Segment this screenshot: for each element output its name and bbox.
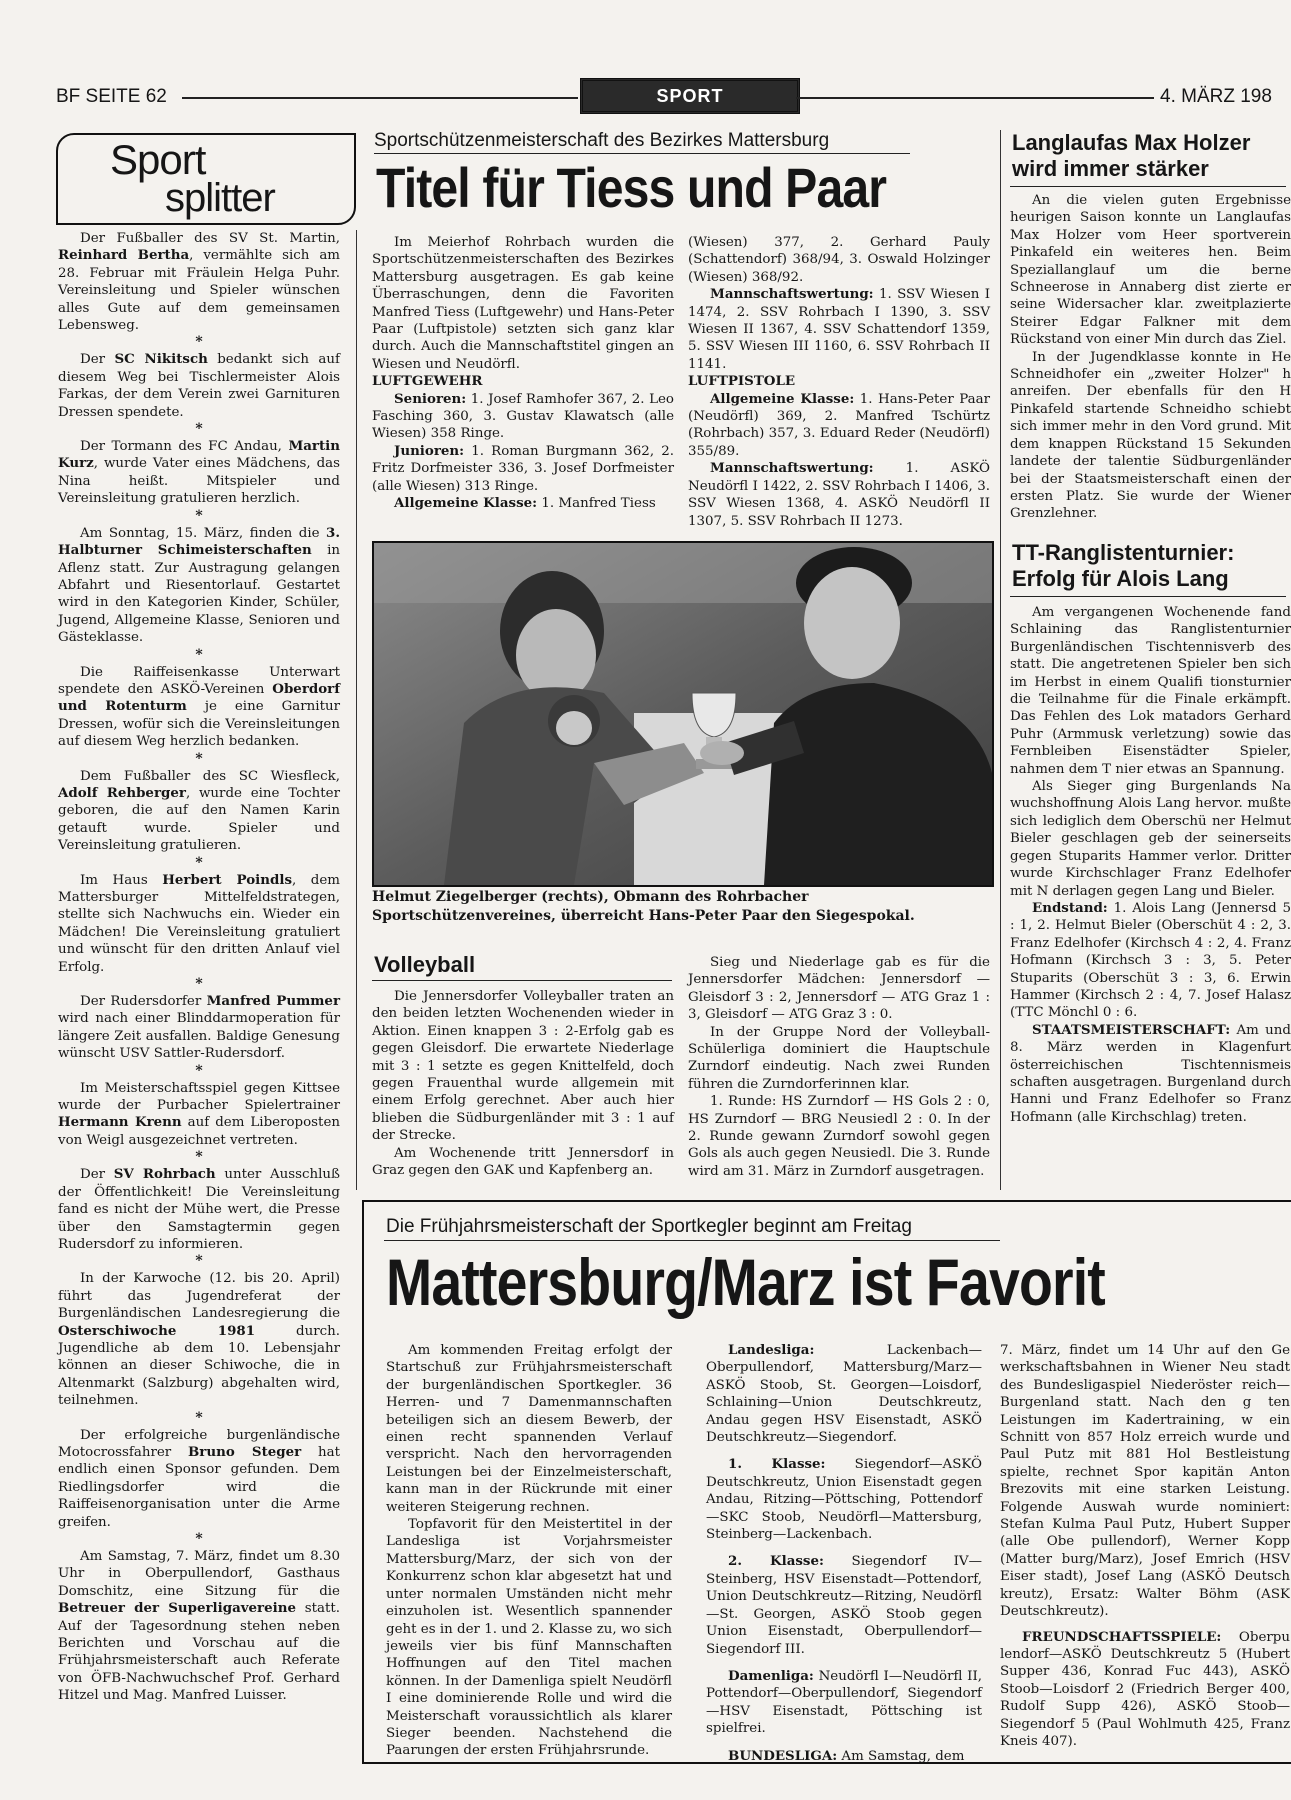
luftgewehr-title: LUFTGEWEHR xyxy=(372,373,483,390)
langlauf-headline: Langlaufas Max Holzer wird immer stärker xyxy=(1012,130,1251,181)
splitter-item: Der SC Nikitsch bedankt sich auf diesem Weg bei Tischlermeister Alois Farkas, der dem Verein zwei Garnituren Dressen spendete. xyxy=(58,351,340,420)
tt-p2: Als Sieger ging Burgenlands Na wuchshoffnung Alois Lang hervor. mußte sich lediglich dem Oberschü ner Helmut Bieler geschlagen geb der seinerseits gegen Stuparits Hammer verlor. Dritter wurde Kirchschlager Franz Edelhofer mit N derlagen gegen Lang und Bieler. xyxy=(1010,779,1291,899)
klasse-2: 2. Klasse: Siegendorf IV—Steinberg, HSV Eisenstadt—Pottendorf, Union Deutschkreutz—Ritzing, Neudörfl—St. Georgen, ASKÖ Stoob gegen Union Eisenstadt, Oberpullendorf—Siegendorf III. xyxy=(706,1553,982,1657)
kegler-kicker: Die Frühjahrsmeisterschaft der Sportkegler beginnt am Freitag xyxy=(386,1216,912,1237)
separator-star: * xyxy=(195,976,203,993)
volleyball-column-2 xyxy=(688,954,990,1180)
tt-body xyxy=(1010,604,1291,1184)
kegler-paragraph: Topfavorit für den Meistertitel in der Landesliga ist Vorjahrsmeister Mattersburg/Marz, der sich von der Konkurrenz schon klar abgesetzt hat und unter normalen Umständen nicht mehr einzuholen ist. Wesentlich spannender geht es in der 1. und 2. Klasse zu, wo sich jeweils vier bis fünf Mannschaften Hoffnungen auf den Titel machen können. In der Damenliga spielt Neudörfl I eine dominierende Rolle und wird die Meisterschaft voraussichtlich als klarer Sieger beenden. Nachstehend die Paarungen der ersten Frühjahrsrunde. xyxy=(386,1517,672,1759)
allgemeine-gewehr: Allgemeine Klasse: 1. Manfred Tiess xyxy=(394,495,656,512)
senioren-results: Senioren: 1. Josef Ramhofer 367, 2. Leo Fasching 360, 3. Gustav Klawatsch (alle Wiesen) 358 Ringe. xyxy=(372,390,674,442)
header-rule-right xyxy=(796,97,1154,99)
kegler-column-3 xyxy=(1000,1342,1290,1752)
mannschaft-gewehr: Mannschaftswertung: 1. SSV Wiesen I 1474, 2. SSV Rohrbach I 1390, 3. SSV Wiesen II 1367, 4. SSV Schattendorf 1359, 5. SSV Wiesen III 1160, 6. SSV Rohrbach II 1141. xyxy=(688,286,990,372)
splitter-item: Dem Fußballer des SC Wiesfleck, Adolf Rehberger, wurde eine Tochter geboren, die auf den Namen Karin getauft wurde. Spieler und Vereinsleitung gratulieren. xyxy=(58,768,340,854)
splitter-item: Im Haus Herbert Poindls, dem Mattersburger Mittelfeldstrategen, stellte sich Nachwuchs ein. Wieder ein Mädchen! Die Vereinsleitung gratuliert und wünscht für den dritten Anlauf viel Erfolg. xyxy=(58,871,340,975)
splitter-item: Der Fußballer des SV St. Martin, Reinhard Bertha, vermählte sich am 28. Februar mit Fräulein Helga Puhr. Vereinsleitung und Spieler wünschen alles Gute auf dem gemeinsamen Lebensweg. xyxy=(58,231,340,334)
separator-star: * xyxy=(195,1149,203,1166)
volleyball-paragraph: Sieg und Niederlage gab es für die Jennersdorfer Mädchen: Jennersdorf — Gleisdorf 3 : 2, Jennersdorf — ATG Graz 1 : 3, Gleisdorf — ATG Graz 3 : 0. xyxy=(688,955,990,1023)
allgemeine-pistole: Allgemeine Klasse: 1. Hans-Peter Paar (Neudörfl) 369, 2. Manfred Tschürtz (Rohrbach) 357, 3. Eduard Reder (Neudörfl) 355/89. xyxy=(688,390,990,459)
kegler-column-1 xyxy=(386,1342,672,1760)
bundesliga: BUNDESLIGA: Am Samstag, dem xyxy=(728,1747,965,1764)
page-number: BF SEITE 62 xyxy=(56,86,167,107)
landesliga: Landesliga: Lackenbach—Oberpullendorf, Mattersburg/Marz—ASKÖ Stoob, St. Georgen—Loisdorf, Schlaining—Union Deutschkreutz, Andau gegen HSV Eisenstadt, ASKÖ Deutschkreutz—Siegendorf. xyxy=(706,1342,982,1446)
shooting-column-1 xyxy=(372,234,674,513)
shooting-kicker: Sportschützenmeisterschaft des Bezirkes Mattersburg xyxy=(374,130,830,151)
langlauf-body xyxy=(1010,192,1291,520)
splitter-item: Der Rudersdorfer Manfred Pummer wird nach einer Blinddarmoperation für längere Zeit ausfallen. Baldige Genesung wünscht USV Sattler-Rudersdorf. xyxy=(58,993,340,1062)
separator-star: * xyxy=(195,646,203,663)
right-column-divider xyxy=(1000,130,1001,1190)
mannschaft-pistole: Mannschaftswertung: 1. ASKÖ Neudörfl I 1422, 2. SSV Rohrbach I 1406, 3. SSV Wiesen 1368, 4. ASKÖ Neudörfl II 1307, 5. SSV Rohrbach II 1273. xyxy=(688,460,990,529)
kegler-kicker-underline xyxy=(384,1240,1000,1241)
volleyball-column-1 xyxy=(372,988,674,1179)
splitter-item: Der erfolgreiche burgenländische Motocrossfahrer Bruno Steger hat endlich einen Sponsor gefunden. Dem Riedlingsdorfer wird die Raiffeisenorganisation unter die Arme greifen. xyxy=(58,1427,340,1530)
award-photo xyxy=(372,541,994,887)
allgemeine-gewehr-cont: (Wiesen) 377, 2. Gerhard Pauly (Schattendorf) 368/94, 3. Oswald Holzinger (Wiesen) 368/92. xyxy=(688,235,990,285)
splitter-item: Am Sonntag, 15. März, finden die 3. Halbturner Schimeisterschaften in Aflenz statt. Zur Austragung gelangen Abfahrt und Riesentorlauf. Gestartet wird in den Kategorien Kinder, Schüler, Jugend, Allgemeine Klasse, Senioren und Gästeklasse. xyxy=(58,524,340,646)
separator-star: * xyxy=(195,1409,203,1426)
splitter-item: Im Meisterschaftsspiel gegen Kittsee wurde der Purbacher Spielertrainer Hermann Krenn auf dem Liberoposten von Weigl ausgezeichnet vertreten. xyxy=(58,1080,340,1148)
junioren-results: Junioren: 1. Roman Burgmann 362, 2. Fritz Dorfmeister 336, 3. Josef Dorfmeister (alle Wiesen) 313 Ringe. xyxy=(372,442,674,494)
separator-star: * xyxy=(195,1253,203,1270)
column-divider xyxy=(356,230,357,1190)
splitter-item: Am Samstag, 7. März, findet um 8.30 Uhr in Oberpullendorf, Gasthaus Domschitz, eine Sitzung für die Betreuer der Superligavereine statt. Auf der Tagesordnung stehen neben Berichten und Vorschau auf die Frühjahrsmeisterschaft auch Referate von ÖFB-Nachwuchschef Prof. Gerhard Hitzel und Mag. Manfred Luisser. xyxy=(58,1549,340,1704)
separator-star: * xyxy=(195,334,203,351)
separator-star: * xyxy=(195,507,203,524)
langlauf-p1: An die vielen guten Ergebnisse heurigen Saison konnte un Langlaufas Max Holzer vom Heer sportverein Pinkafeld ein weiteres hen. Beim Speziallanglauf um die berne Schneerose in Annaberg dist zierte er seine Widersacher klar. zweitplazierte Steirer Edgar Falkner mit dem Rückstand von einer Min durch das Ziel. xyxy=(1010,193,1291,348)
freundschaftsspiele: FREUNDSCHAFTSSPIELE: Oberpu lendorf—ASKÖ Deutschkreutz 5 (Hubert Supper 436, Konrad Fuc 443), ASKÖ Stoob—Loisdorf 2 (Friedrich Berger 400, Rudolf Supp 426), ASKÖ Stoob—Siegendorf 5 (Paul Wohlmuth 425, Franz Kneis 407). xyxy=(1000,1628,1290,1749)
langlauf-rule xyxy=(1010,186,1286,187)
separator-star: * xyxy=(195,854,203,871)
kegler-headline: Mattersburg/Marz ist Favorit xyxy=(386,1245,1105,1319)
issue-date: 4. MÄRZ 198 xyxy=(1160,86,1272,107)
shooting-intro: Im Meierhof Rohrbach wurden die Sportschützenmeisterschaften des Bezirkes Mattersburg ausgetragen. Es gab keine Überraschungen, denn die Favoriten Manfred Tiess (Luftgewehr) und Hans-Peter Paar (Luftpistole) setzten sich ganz klar durch. Auch die Mannschaftstitel gingen an Wiesen und Neudörfl. xyxy=(372,235,674,372)
damenliga: Damenliga: Neudörfl I—Neudörfl II, Pottendorf—Oberpullendorf, Siegendorf—HSV Eisenstadt, Pöttsching ist spielfrei. xyxy=(706,1667,982,1737)
splitter-item: Der SV Rohrbach unter Ausschluß der Öffentlichkeit! Die Vereinsleitung fand es nicht der Mühe wert, die Presse über den Samstagtermin gegen Rudersdorf zu informieren. xyxy=(58,1166,340,1252)
separator-star: * xyxy=(195,750,203,767)
volleyball-headline: Volleyball xyxy=(374,952,476,977)
tt-headline: TT-Ranglistenturnier: Erfolg für Alois Lang xyxy=(1012,540,1235,591)
kegler-column-2 xyxy=(706,1342,982,1765)
tt-endstand: Endstand: 1. Alois Lang (Jennersd 5 : 1, 2. Helmut Bieler (Oberschüt 4 : 2, 3. Franz Edelhofer (Kirchsch 4 : 2, 4. Franz Hofmann (Kirchsch 3 : 3, 5. Peter Stuparits (Oberschüt 3 : 3, 6. Erwin Hammer (Kirchsch 2 : 4, 7. Josef Halasz (TTC Mönchl 0 : 6. xyxy=(1010,899,1291,1021)
splitter-item: Der Tormann des FC Andau, Martin Kurz, wurde Vater eines Mädchens, das Nina heißt. Mitspieler und Vereinsleitung gratulieren herzlich. xyxy=(58,438,340,507)
splitter-item: In der Karwoche (12. bis 20. April) führt das Jugendreferat der Burgenländischen Landesregierung die Osterschiwoche 1981 durch. Jugendliche ab dem 10. Lebensjahr können an dieser Schiwoche, die in Altenmarkt (Salzburg) abgehalten wird, teilnehmen. xyxy=(58,1271,341,1409)
langlauf-p2: In der Jugendklasse konnte in He Schneidhofer ein „zweiter Holzer" h anreifen. Der ebenfalls für den H Pinkafeld startende Schneidho schiebt sich immer mehr in den Vord grund. Mit dem knappen Rückstand 15 Sekunden landete der talentie Südburgenländer bei der Staatsmeisterschaft einen der ersten Platz. Sie wurde der Wiener Grenzlehner. xyxy=(1010,349,1291,520)
volleyball-paragraph: Die Jennersdorfer Volleyballer traten an den beiden letzten Wochenenden wieder in Aktion. Einen knappen 3 : 2-Erfolg gab es gegen Gleisdorf. Die erwartete Niederlage mit 3 : 1 setzte es gegen Knittelfeld, doch gegen Frauenthal wurde allgemein mit einem Erfolg gerechnet. Aber auch hier blieben die Südburgenländer mit 3 : 1 auf der Strecke. xyxy=(372,989,674,1144)
shooting-column-2 xyxy=(688,234,990,530)
klasse-1: 1. Klasse: Siegendorf—ASKÖ Deutschkreutz, Union Eisenstadt gegen Andau, Ritzing—Pöttsching, Pottendorf—SKC Stoob, Neudörfl—Mattersburg, Steinberg—Lackenbach. xyxy=(706,1456,982,1543)
volleyball-paragraph: In der Gruppe Nord der Volleyball-Schülerliga dominiert die Hauptschule Zurndorf eindeutig. Nach zwei Runden führen die Zurndorferinnen klar. xyxy=(688,1024,990,1092)
section-label: SPORT xyxy=(580,78,800,114)
kicker-underline xyxy=(374,153,910,154)
splitter-title-bottom: splitter xyxy=(165,176,275,220)
kegler-col3-p1: 7. März, findet um 14 Uhr auf den Ge werkschaftsbahnen in Wiener Neu stadt des Bundesligaspiel Niederöster reich—Burgenland statt. Nach den g ten Leistungen im Kadertraining, w ein Schnitt von 857 Holz erreich wurde und Paul Putz mit 881 Hol Bestleistung spielte, rechnet Spor kapitän Anton Brezovits mit eine starken Leistung. Folgende Auswah wurde nominiert: Stefan Kulma Paul Putz, Hubert Supper (alle Obe pullendorf), Werner Kopp (Matter burg/Marz), Josef Emrich (HSV Eiser stadt), Josef Lang (ASKÖ Deutsch kreutz), Ersatz: Walter Böhm (ASK Deutschkreutz). xyxy=(1000,1343,1290,1620)
volleyball-paragraph: 1. Runde: HS Zurndorf — HS Gols 2 : 0, HS Zurndorf — BRG Neusiedl 2 : 0. In der 2. Runde gewann Zurndorf sowohl gegen Gols als auch gegen Neusiedl. Die 3. Runde wird am 31. März in Zurndorf ausgetragen. xyxy=(688,1094,990,1179)
separator-star: * xyxy=(195,1062,203,1079)
shooting-headline: Titel für Tiess und Paar xyxy=(376,156,887,219)
volleyball-rule xyxy=(372,980,672,981)
header-rule-left xyxy=(182,97,578,99)
splitter-column xyxy=(58,230,340,1705)
photo-caption: Helmut Ziegelberger (rechts), Obmann des Rohrbacher Sportschützenvereines, überreicht Hans-Peter Paar den Siegespokal. xyxy=(372,889,915,924)
volleyball-paragraph: Am Wochenende tritt Jennersdorf in Graz gegen den GAK und Kapfenberg an. xyxy=(372,1145,674,1179)
tt-staatsmeisterschaft: STAATSMEISTERSCHAFT: Am und 8. März werden in Klagenfurt österreichischen Tischtennismeis schaften ausgetragen. Burgenland durch Hanni und Franz Edelhofer so Franz Hofmann (alle Kirchschlag) treten. xyxy=(1010,1021,1291,1125)
award-photo-image xyxy=(374,543,992,885)
tt-p1: Am vergangenen Wochenende fand Schlaining das Ranglistenturnier Burgenländischen Tischtennisverb des statt. Die angetretenen Spieler ben sich im Herbst in einem Qualifi tionsturnier die Teilnahme für die Finale erkämpft. Das Fehlen des Lok matadors Gerhard Puhr (Armmusk verletzung) sowie das Fernbleiben Eisenstädter Spieler, nahmen dem T nier etwas an Spannung. xyxy=(1010,605,1291,777)
splitter-title-top: Sport xyxy=(110,136,206,183)
tt-rule xyxy=(1010,596,1286,597)
kegler-paragraph: Am kommenden Freitag erfolgt der Startschuß zur Frühjahrsmeisterschaft der burgenländischen Sportkegler. 36 Herren- und 7 Damenmannschaften beteiligen sich an diesem Bewerb, der einen recht spannenden Verlauf verspricht. Nach den hervorragenden Leistungen bei der Einzelmeisterschaft, kann man in der Rückrunde mit einer weiteren Steigerung rechnen. xyxy=(386,1343,672,1515)
luftpistole-title: LUFTPISTOLE xyxy=(688,373,796,390)
separator-star: * xyxy=(195,421,203,438)
separator-star: * xyxy=(195,1531,203,1547)
splitter-item: Die Raiffeisenkasse Unterwart spendete den ASKÖ-Vereinen Oberdorf und Rotenturm je eine Garnitur Dressen, wofür sich die Vereinsleitungen auf diesem Weg herzlich bedanken. xyxy=(58,664,340,750)
